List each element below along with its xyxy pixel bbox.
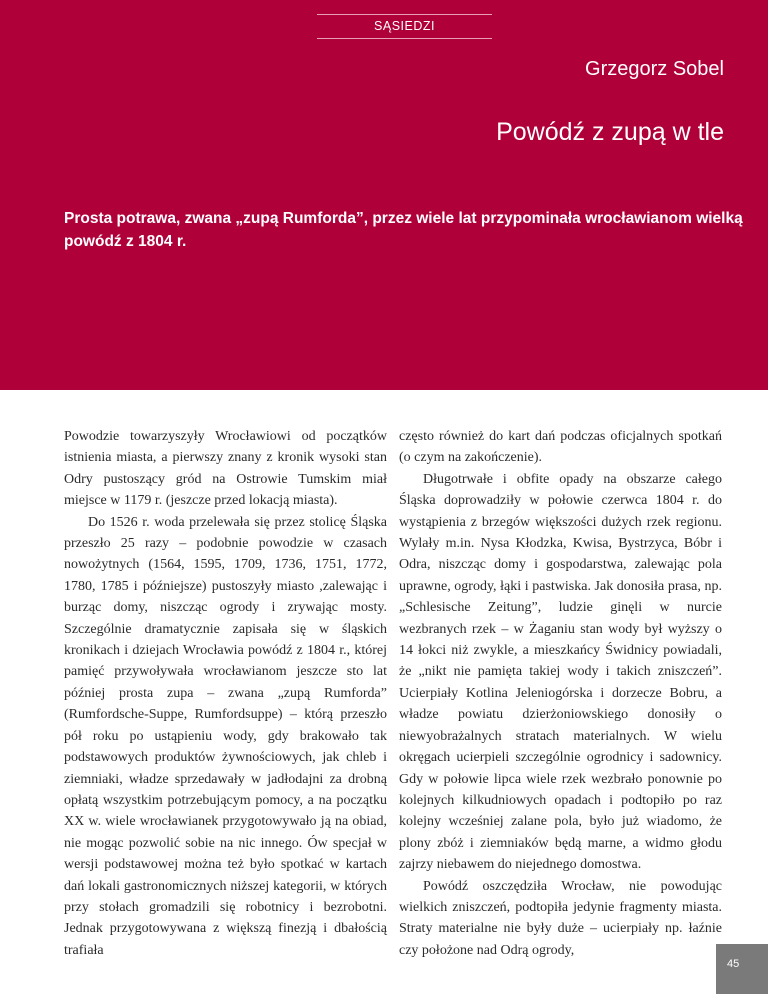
body-column-left: [64, 426, 387, 961]
paragraph: często również do kart dań podczas oficjalnych spotkań (o czym na zakończenie).: [399, 429, 722, 466]
body-column-right: [399, 426, 722, 961]
article-lead: Prosta potrawa, zwana „zupą Rumforda”, przez wiele lat przypominała wrocławianom wielką powódź z 1804 r.: [64, 210, 743, 250]
header-band: [0, 0, 768, 390]
paragraph: Długotrwałe i obfite opady na obszarze całego Śląska doprowadziły w połowie czerwca 1804 r. do wystąpienia z brzegów większości dużych rzek regionu. Wylały m.in. Nysa Kłodzka, Kwisa, Bystrzyca, Bóbr i Odra, niszcząc domy i gospodarstwa, zalewając pola uprawne, ogrody, łąki i pastwiska. Jak donosiła prasa, np. „Schlesische Zeitung”, ludzie ginęli w nurcie wezbranych rzek – w Żaganiu stan wody był wyższy o 14 łokci niż zwykle, a mieszkańcy Świdnicy powiadali, że „nikt nie pamięta takiej wody i takich zniszczeń”. Ucierpiały Kotlina Jeleniogórska i dorzecze Bobru, a władze powiatu dzierżoniowskiego donosiły o niewyobrażalnych stratach materialnych. W wielu okręgach ucierpieli szczególnie ogrodnicy i sadownicy. Gdy w połowie lipca wiele rzek wezbrało ponownie po kolejnych kilkudniowych opadach i podtopiło po raz kolejny wcześniej zalane pola, było już wiadomo, że plony zbóż i ziemniaków będą marne, a widmo głodu zajrzy niebawem do niejednego domostwa.: [399, 471, 722, 873]
section-rule-top: [317, 14, 492, 15]
paragraph: Powodzie towarzyszyły Wrocławiowi od początków istnienia miasta, a pierwszy znany z kronik wysoki stan Odry pustoszący gród na Ostrowie Tumskim miał miejsce w 1179 r. (jeszcze przed lokacją miasta).: [64, 429, 387, 509]
author-name: Grzegorz Sobel: [585, 58, 724, 80]
page-number-box: [716, 944, 768, 994]
section-rule-bottom: [317, 38, 492, 39]
section-label: SĄSIEDZI: [374, 19, 435, 33]
page-number: 45: [727, 958, 740, 970]
paragraph: Do 1526 r. woda przelewała się przez stolicę Śląska przeszło 25 razy – podobnie powodzie w czasach nowożytnych (1564, 1595, 1709, 1736, 1751, 1772, 1780, 1785 i późniejsze) pustoszyły miasto ,zalewając i burząc domy, niszcząc ogrody i zrywając mosty. Szczególnie dramatycznie zapisała się w śląskich kronikach i dziejach Wrocławia powódź z 1804 r., której pamięć przywoływała wrocławianom jeszcze sto lat później prosta zupa – zwana „zupą Rumforda” (Rumfordsche-Suppe, Rumfordsuppe) – którą przeszło pół roku po ustąpieniu wody, gdy brakowało tak podstawowych produktów żywnościowych, jak chleb i ziemniaki, władze sprzedawały w jadłodajni za drobną opłatą wszystkim potrzebującym pomocy, a na początku XX w. wiele wrocławianek przygotowywało ją na obiad, nie mogąc pozwolić sobie na nic innego. Ów specjał w wersji podstawowej można też było spotkać w kartach dań lokali gastronomicznych niższej kategorii, w których przy stołach gromadzili się robotnicy i bezrobotni. Jednak przygotowywana z większą finezją i dbałością trafiała: [64, 514, 387, 958]
article-title: Powódź z zupą w tle: [496, 118, 724, 146]
paragraph: Powódź oszczędziła Wrocław, nie powodując wielkich zniszczeń, podtopiła jedynie fragmenty miasta. Straty materialne nie były duże – ucierpiały np. łaźnie czy położone nad Odrą ogrody,: [399, 878, 722, 958]
